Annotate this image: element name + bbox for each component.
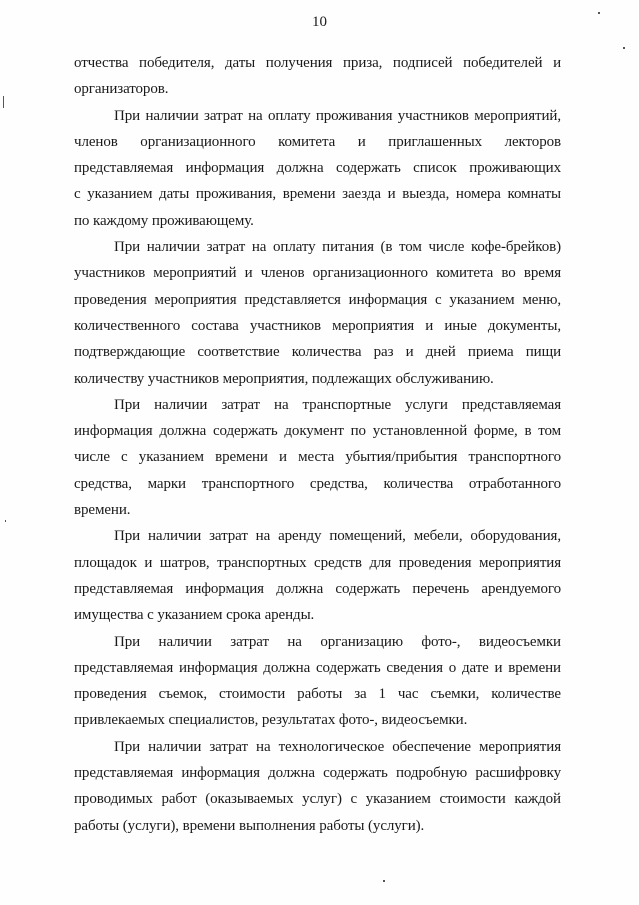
text-line: средства, марки транспортного средства, количества отработанного — [74, 475, 561, 492]
text-line: представляемая информация должна содержать сведения о дате и времени — [74, 659, 561, 676]
scan-speck — [383, 880, 385, 882]
text-line: При наличии затрат на технологическое обеспечение мероприятия — [114, 738, 561, 755]
text-line: членов организационного комитета и приглашенных лекторов — [74, 133, 561, 150]
text-line: представляемая информация должна содержать список проживающих — [74, 160, 561, 177]
text-line: числе с указанием времени и места убытия/прибытия транспортного — [74, 449, 561, 466]
text-line: отчества победителя, даты получения приза, подписей победителей и — [74, 55, 561, 71]
scan-speck — [623, 47, 625, 49]
scan-speck — [5, 520, 6, 522]
text-line: участников мероприятий и членов организационного комитета во время — [74, 265, 561, 282]
text-line: проведения мероприятия представляется информация с указанием меню, — [74, 291, 561, 308]
text-line: При наличии затрат на оплату питания (в том числе кофе-брейков) — [114, 239, 561, 256]
text-line: количественного состава участников мероприятия и иные документы, — [74, 317, 561, 334]
paragraph — [74, 629, 561, 734]
text-line: подтверждающие соответствие количества раз и дней приема пищи — [74, 344, 561, 361]
text-line: имущества с указанием срока аренды. — [74, 607, 315, 624]
text-line: проведения съемок, стоимости работы за 1 час съемки, количестве — [74, 686, 561, 703]
body-text — [74, 50, 561, 839]
text-line: с указанием даты проживания, времени заезда и выезда, номера комнаты — [74, 186, 561, 203]
paragraph — [74, 392, 561, 523]
text-line: по каждому проживающему. — [74, 212, 254, 229]
text-line: При наличии затрат на оплату проживания участников мероприятий, — [114, 107, 561, 124]
text-line: При наличии затрат на организацию фото-, видеосъемки — [114, 633, 561, 650]
text-line: площадок и шатров, транспортных средств для проведения мероприятия — [74, 554, 561, 571]
scan-speck — [3, 96, 4, 108]
scan-speck — [598, 12, 600, 14]
text-line: организаторов. — [74, 81, 169, 98]
page-number: 10 — [312, 14, 327, 30]
text-line: При наличии затрат на аренду помещений, мебели, оборудования, — [114, 528, 561, 545]
text-line: представляемая информация должна содержать подробную расшифровку — [74, 765, 561, 782]
paragraph — [74, 234, 561, 392]
text-line: привлекаемых специалистов, результатах фото-, видеосъемки. — [74, 712, 468, 729]
text-line: работы (услуги), времени выполнения работы (услуги). — [74, 817, 425, 834]
paragraph — [74, 103, 561, 234]
text-line: При наличии затрат на транспортные услуги представляемая — [114, 396, 561, 413]
text-line: представляемая информация должна содержать перечень арендуемого — [74, 580, 561, 597]
text-line: информация должна содержать документ по установленной форме, в том — [74, 423, 561, 440]
text-line: времени. — [74, 502, 131, 519]
paragraph — [74, 50, 561, 103]
text-line: проводимых работ (оказываемых услуг) с указанием стоимости каждой — [74, 791, 561, 808]
paragraph — [74, 523, 561, 628]
text-line: количеству участников мероприятия, подлежащих обслуживанию. — [74, 370, 494, 387]
paragraph — [74, 734, 561, 839]
